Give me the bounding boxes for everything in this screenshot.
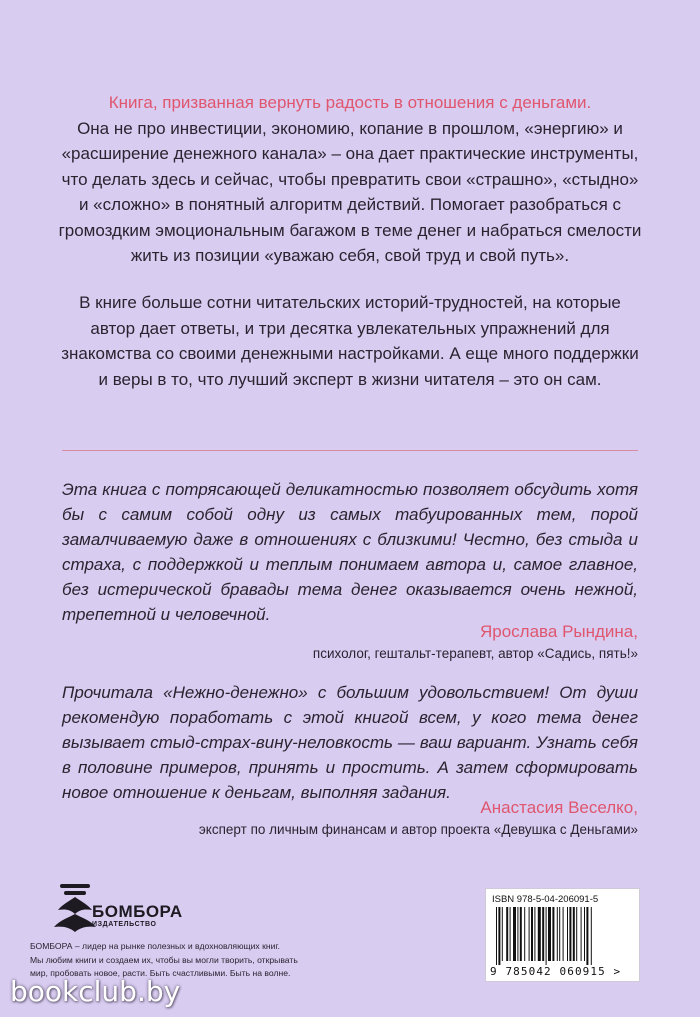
barcode-bar: [569, 907, 571, 961]
intro-body: Она не про инвестиции, экономию, копание в прошлом, «энергию» и «расширение денежного канала» – она дает практические инструменты, что делать здесь и сейчас, чтобы превратить свои «страшно», «стыдно» и «сложно» в понятный алгоритм действий. Помогает разобраться с громоздким эмоциональным багажом в теме денег и набраться смелости жить из позиции «уважаю себя, свой труд и свой путь».: [58, 118, 642, 265]
barcode-bar: [559, 907, 560, 961]
intro-block: [55, 90, 645, 269]
barcode-bar: [502, 907, 503, 961]
barcode-bar: [524, 907, 525, 961]
review-2-author: Анастасия Веселко,: [480, 798, 638, 817]
barcode-bar: [534, 907, 535, 961]
barcode-bar: [548, 907, 551, 961]
barcode-bar: [584, 907, 585, 961]
barcode-icon: [494, 907, 631, 965]
divider: [62, 450, 638, 451]
review-2-role: эксперт по личным финансам и автор проекта «Девушка с Деньгами»: [198, 822, 638, 837]
barcode-bar: [531, 907, 533, 961]
isbn-label: ISBN 978-5-04-206091-5: [492, 894, 599, 905]
barcode-bar: [567, 907, 568, 961]
barcode-bar: [520, 907, 522, 961]
barcode-box: [485, 888, 640, 982]
watermark: bookclub.by: [10, 975, 181, 1008]
review-1-role: психолог, гештальт-терапевт, автор «Садись, пять!»: [312, 646, 638, 661]
review-2-text: Прочитала «Нежно-денежно» с большим удовольствием! От души рекомендую поработать с этой книгой всем, у кого тема денег вызывает стыд-страх-вину-неловкость — ваш вариант. Узнать себя в половине примеров, принять и простить. А затем сформировать новое отношение к деньгам, выполняя задания.: [62, 683, 638, 802]
barcode-bar: [496, 907, 497, 965]
barcode-bar: [513, 907, 516, 961]
barcode-bar: [576, 907, 577, 961]
barcode-bar: [563, 907, 564, 961]
barcode-bar: [517, 907, 518, 961]
barcode-bar: [538, 907, 541, 961]
publisher-name: БОМБОРА: [92, 902, 183, 921]
publisher-blurb-line-3: мир, пробовать новое, расти. Быть счастливыми. Быть на волне.: [30, 968, 291, 978]
barcode-bar: [586, 907, 588, 965]
barcode-bar: [552, 907, 554, 961]
barcode-bar: [510, 907, 511, 961]
publisher-sub: ИЗДАТЕЛЬСТВО: [92, 921, 157, 928]
publisher-blurb-line-1: БОМБОРА – лидер на рынке полезных и вдохновляющих книг.: [30, 941, 280, 951]
intro-lead: Книга, призванная вернуть радость в отношения с деньгами.: [108, 93, 592, 112]
publisher-blurb-line-2: Мы любим книги и создаем их, чтобы вы могли творить, открывать: [30, 954, 298, 965]
barcode-bar: [591, 907, 592, 965]
barcode-bar: [506, 907, 508, 961]
barcode-number: 9 785042 060915 >: [490, 965, 622, 978]
barcode-bar: [498, 907, 500, 965]
review-1-author: Ярослава Рындина,: [479, 622, 638, 641]
barcode-bar: [546, 907, 547, 965]
description-paragraph: В книге больше сотни читательских историй-трудностей, на которые автор дает ответы, и три десятка увлекательных упражнений для знакомства со своими денежными настройками. А еще много поддержки и веры в то, что лучший эксперт в жизни читателя – это он сам.: [61, 293, 639, 389]
barcode-bar: [529, 907, 530, 961]
barcode-bar: [573, 907, 575, 961]
review-1-text: Эта книга с потрясающей деликатностью позволяет обсудить хотя бы с самим собой одну из самых табуированных тем, порой замалчиваемую даже в отношениях с близкими! Честно, без стыда и страха, с поддержкой и теплым понимаем автора и, самое главное, без истерической бравады тема денег оказывается очень нежной, трепетной и человечной.: [62, 480, 638, 624]
barcode-bar: [557, 907, 558, 961]
barcode-bar: [581, 907, 582, 961]
barcode-bar: [542, 907, 544, 961]
